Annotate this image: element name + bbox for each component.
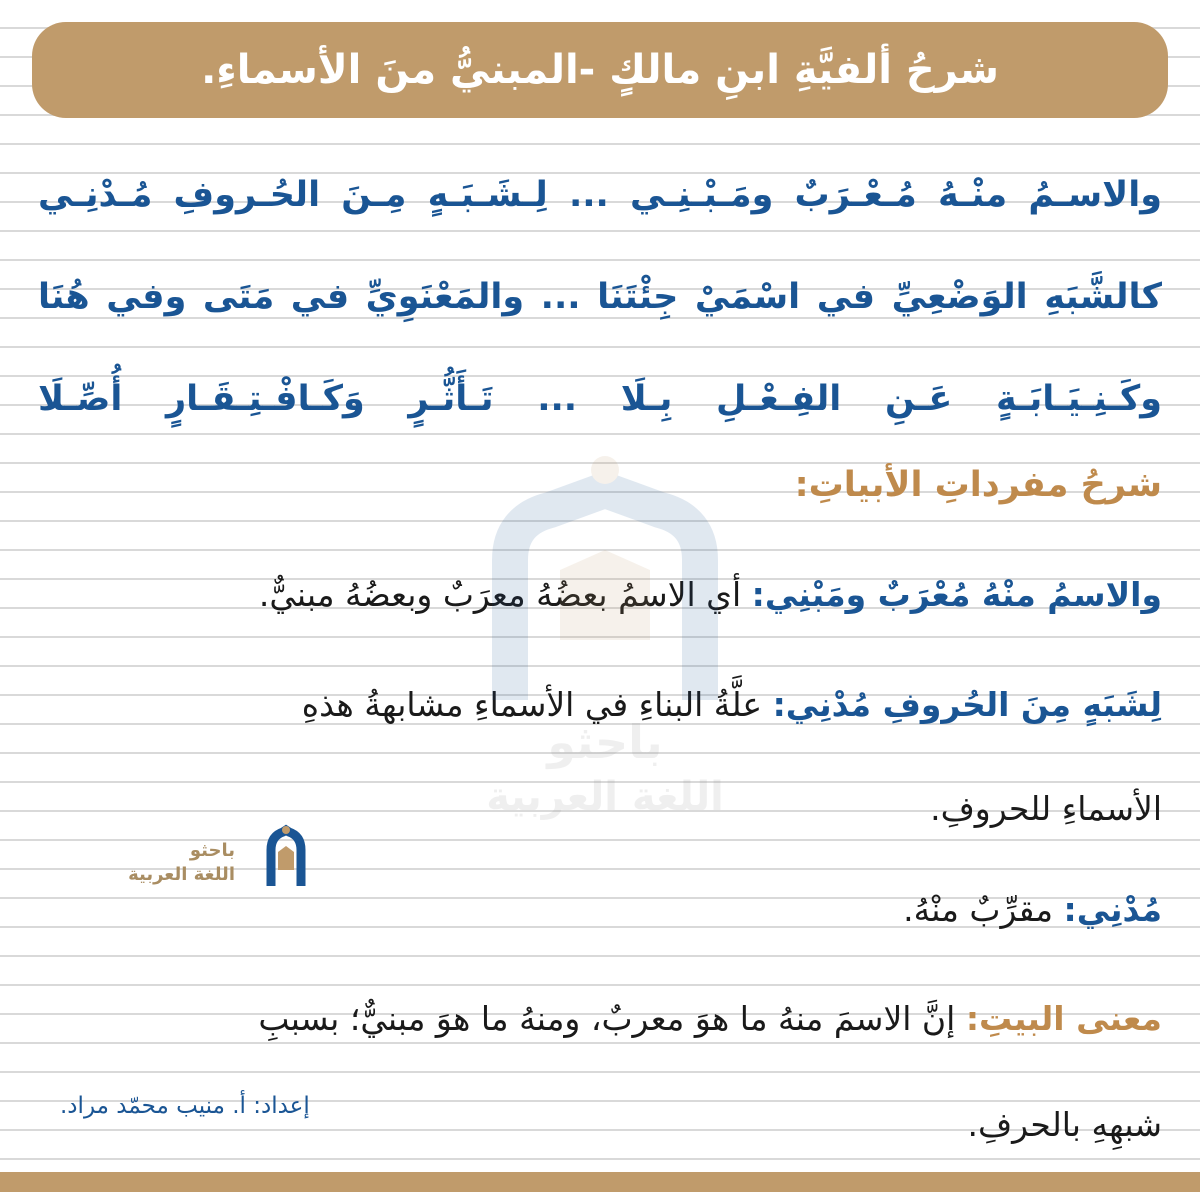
verse-line-3: وكَـنِـيَـابَـةٍ عَـنِ الفِـعْـلِ بِـلَا ... تَـأَثُّـرٍ وَكَـافْـتِـقَـارٍ أُصِّـلَا bbox=[38, 379, 1162, 419]
entry-3 bbox=[38, 890, 1162, 929]
verse-line-1: والاسـمُ منْـهُ مُـعْـرَبٌ ومَـبْـنِـي ... لِـشَـبَـهٍ مِـنَ الحُـروفِ مُـدْنِـي bbox=[38, 175, 1162, 215]
bottom-bar bbox=[0, 1172, 1200, 1192]
entry-2-text: علَّةُ البناءِ في الأسماءِ مشابهةُ هذهِ bbox=[301, 685, 773, 724]
author-credit: إعداد: أ. منيب محمّد مراد. bbox=[60, 1093, 310, 1119]
entry-2-term: لِشَبَهٍ مِنَ الحُروفِ مُدْنِي: bbox=[772, 685, 1162, 724]
entry-1-term: والاسمُ منْهُ مُعْرَبٌ ومَبْنِي: bbox=[751, 575, 1162, 614]
vocab-heading: شرحُ مفرداتِ الأبياتِ: bbox=[794, 465, 1162, 505]
svg-text:باحثو: باحثو bbox=[547, 715, 663, 769]
entry-4-term: معنى البيتِ: bbox=[965, 999, 1162, 1038]
title-banner bbox=[32, 22, 1168, 118]
entry-4-continued: شبهِهِ بالحرفِ. bbox=[967, 1105, 1162, 1144]
watermark-logo bbox=[470, 440, 740, 820]
entry-4-text: إنَّ الاسمَ منهُ ما هوَ معربٌ، ومنهُ ما هوَ مبنيٌّ؛ بسببِ bbox=[258, 999, 966, 1038]
svg-text:اللغة العربية: اللغة العربية bbox=[486, 774, 724, 820]
page-title: شرحُ ألفيَّةِ ابنِ مالكٍ -المبنيُّ منَ الأسماءِ. bbox=[201, 47, 999, 93]
entry-2-continued: الأسماءِ للحروفِ. bbox=[930, 789, 1162, 828]
verse-line-2: كالشَّبَهِ الوَضْعِيِّ في اسْمَيْ جِئْتَنَا ... والمَعْنَوِيِّ في مَتَى وفي هُنَا bbox=[38, 277, 1162, 317]
entry-1-text: أي الاسمُ بعضُهُ معرَبٌ وبعضُهُ مبنيٌّ. bbox=[258, 575, 752, 614]
site-logo bbox=[115, 822, 315, 892]
logo-line-1: باحثو bbox=[189, 840, 235, 861]
logo-line-2: اللغة العربية bbox=[128, 864, 235, 885]
entry-3-text: مقرِّبٌ منْهُ. bbox=[903, 890, 1064, 929]
entry-4 bbox=[258, 999, 1162, 1038]
entry-3-term: مُدْنِي: bbox=[1063, 890, 1162, 929]
